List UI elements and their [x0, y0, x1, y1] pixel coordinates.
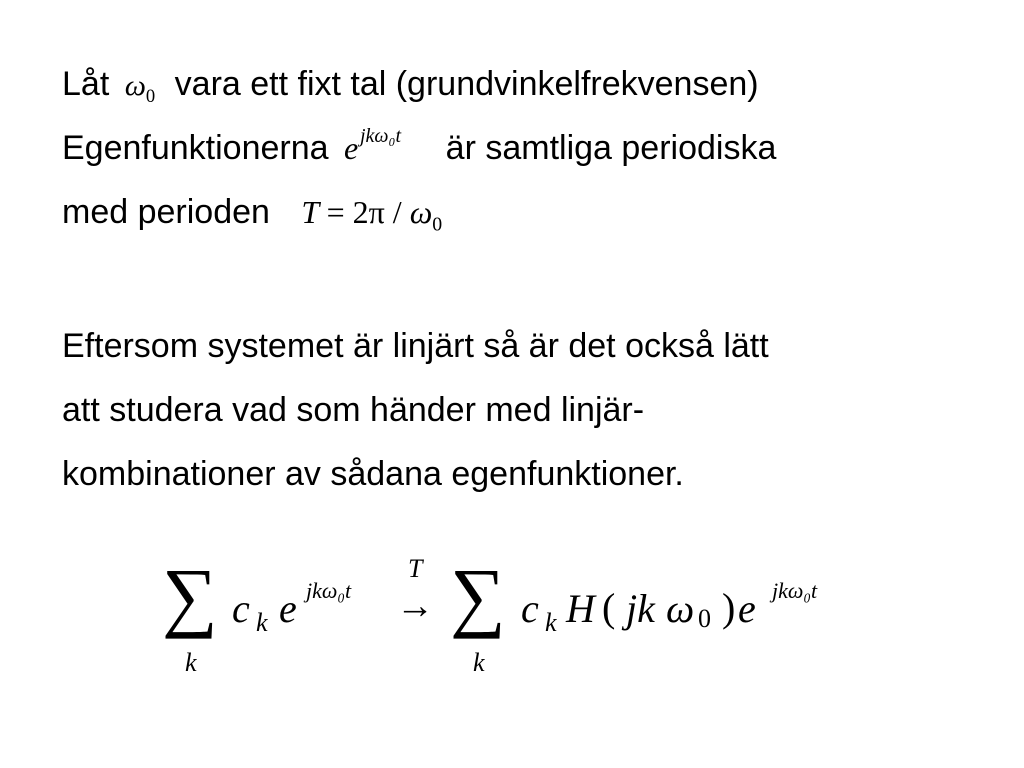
text-line-1 [62, 64, 759, 117]
exponent-right: jkω₀t [772, 578, 818, 603]
right-paren: ) [722, 585, 736, 630]
text-line-3 [62, 192, 442, 244]
text-vara-ett-fixt-tal: vara ett fixt tal (grundvinkelfrekvensen) [174, 65, 759, 103]
text-med-perioden: med perioden [62, 193, 270, 231]
subscript-k-right: k [545, 608, 557, 637]
sum-symbol-right: ∑ [450, 552, 506, 639]
omega-zero-symbol: $\omega_0$ [124, 69, 156, 107]
sum-index-left: k [185, 648, 197, 677]
subscript-k-left: k [256, 608, 268, 637]
exponential-e-left: e [279, 586, 297, 631]
exponential-e-right: e [738, 586, 756, 631]
sum-symbol-left: ∑ [162, 552, 218, 639]
period-formula: $T = 2\pi / \omega_0$ [301, 194, 443, 236]
exponent-jkw0t: jkω₀t [360, 125, 402, 147]
text-lat: Låt [62, 65, 110, 103]
text-egenfunktionerna: Egenfunktionerna [62, 129, 329, 167]
left-paren: ( [602, 585, 616, 630]
text-line-6: kombinationer av sådana egenfunktioner. [62, 455, 684, 493]
jk-term: jk [626, 586, 655, 631]
text-line-2 [62, 125, 777, 168]
omega-subscript-zero: 0 [698, 604, 711, 633]
coefficient-c-left: c [232, 586, 250, 631]
transfer-function-H: H [566, 586, 595, 631]
exponent-left: jkω₀t [306, 578, 352, 603]
arrow-label-T: T [408, 554, 423, 583]
text-ar-samtliga-periodiska: är samtliga periodiska [445, 129, 777, 167]
text-line-4: Eftersom systemet är linjärt så är det också lätt [62, 327, 769, 365]
coefficient-c-right: c [521, 586, 539, 631]
maps-to-arrow: → [396, 585, 434, 627]
omega-right: ω [666, 586, 695, 631]
exponential-eigenfunction: e jkω₀t [344, 130, 358, 166]
sum-index-right: k [473, 648, 485, 677]
text-line-5: att studera vad som händer med linjär- [62, 391, 645, 429]
